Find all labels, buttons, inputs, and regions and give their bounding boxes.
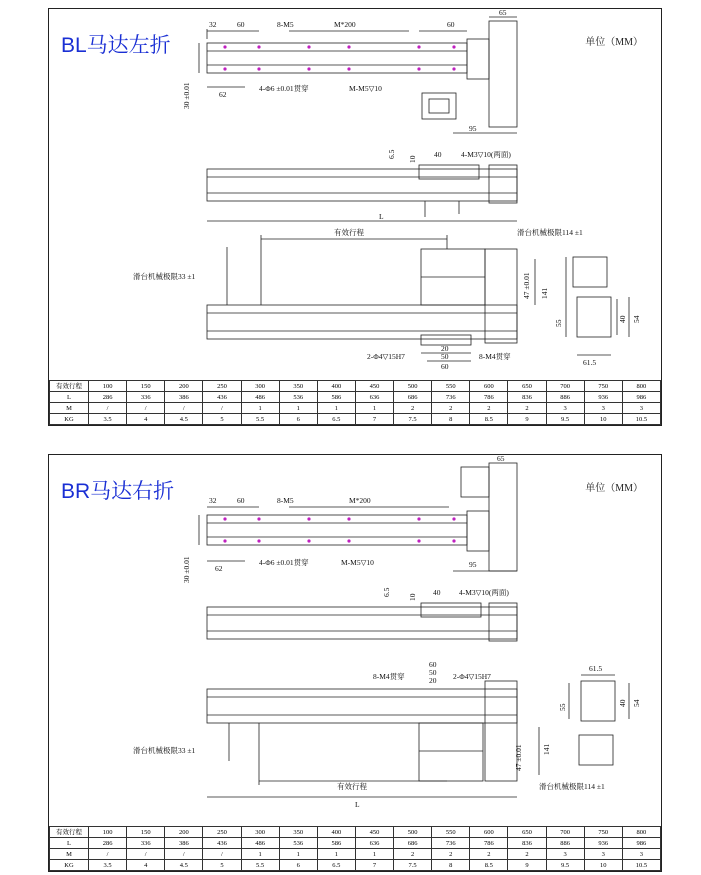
table-cell: 836 [508, 392, 546, 403]
dim-8-m4: 8-M4贯穿 [373, 672, 405, 681]
table-cell: 536 [279, 392, 317, 403]
table-cell: 10 [584, 860, 622, 871]
dim-32: 32 [209, 496, 217, 505]
bl-hole-markers [223, 45, 455, 70]
dim-limit-33: 滑台机械极限33 ±1 [133, 272, 196, 281]
dim-62: 62 [215, 564, 223, 573]
drawing-sheet-bl [48, 8, 662, 426]
table-cell: 10 [584, 414, 622, 425]
table-cell: 536 [279, 838, 317, 849]
table-cell: 9.5 [546, 860, 584, 871]
dim-8-m4: 8-M4贯穿 [479, 352, 511, 361]
dim-95: 95 [469, 124, 477, 133]
dim-pin: 2-Φ4▽15H7 [453, 672, 491, 681]
table-cell: 386 [165, 838, 203, 849]
dim-m200: M*200 [334, 20, 356, 29]
table-cell: 3 [546, 403, 584, 414]
table-cell: 686 [394, 392, 432, 403]
table-cell: 200 [165, 827, 203, 838]
dim-54: 54 [632, 699, 641, 707]
table-cell: 400 [317, 381, 355, 392]
table-cell: 286 [89, 392, 127, 403]
table-row [50, 381, 661, 392]
table-cell: 4 [127, 414, 165, 425]
table-cell: 8.5 [470, 860, 508, 871]
table-cell: 800 [622, 381, 660, 392]
dim-limit-33: 滑台机械极限33 ±1 [133, 746, 196, 755]
table-cell: 386 [165, 392, 203, 403]
bl-bottom-rail [207, 305, 517, 339]
table-cell: 450 [355, 381, 393, 392]
table-cell: / [127, 849, 165, 860]
dim-m5-depth: M-M5▽10 [349, 84, 382, 93]
dim-m200: M*200 [349, 496, 371, 505]
bl-bottom-motor [485, 249, 517, 343]
table-cell: 500 [394, 827, 432, 838]
table-cell: 2 [394, 403, 432, 414]
table-cell: 6.5 [317, 414, 355, 425]
table-cell: 8 [432, 860, 470, 871]
table-cell: 2 [470, 403, 508, 414]
dim-4-m3: 4-M3▽10(两面) [461, 150, 511, 159]
dim-40-side: 40 [618, 699, 627, 707]
table-cell: 3 [584, 403, 622, 414]
dim-limit-114: 滑台机械极限114 ±1 [539, 782, 605, 791]
table-cell: 5 [203, 414, 241, 425]
br-bottom-rail [207, 689, 517, 723]
row-header: L [50, 838, 89, 849]
row-header: KG [50, 414, 89, 425]
table-cell: 636 [355, 392, 393, 403]
table-cell: 1 [241, 849, 279, 860]
table-cell: 700 [546, 827, 584, 838]
dim-61-5: 61.5 [589, 664, 603, 673]
bl-motor-block [489, 21, 517, 127]
table-cell: 9 [508, 860, 546, 871]
table-cell: 486 [241, 838, 279, 849]
table-row [50, 827, 661, 838]
dim-55: 55 [558, 703, 567, 711]
dim-m5-depth: M-M5▽10 [341, 558, 374, 567]
row-header: M [50, 849, 89, 860]
dim-60-bottom: 60 [429, 660, 437, 669]
bl-drawing [49, 9, 661, 379]
br-end-view-lower [579, 735, 613, 765]
table-cell: 700 [546, 381, 584, 392]
dim-55: 55 [554, 319, 563, 327]
dim-hole-6: 4-Φ6 ±0.01贯穿 [259, 84, 309, 93]
dim-40: 40 [434, 150, 442, 159]
table-cell: 4.5 [165, 860, 203, 871]
table-cell: 400 [317, 827, 355, 838]
table-cell: 250 [203, 381, 241, 392]
table-cell: 636 [355, 838, 393, 849]
table-cell: 7.5 [394, 414, 432, 425]
br-drawing [49, 455, 661, 825]
dim-stroke: 有效行程 [337, 782, 367, 791]
br-bottom-motor [485, 681, 517, 781]
table-cell: 9 [508, 414, 546, 425]
dim-47: 47 ±0.01 [514, 744, 523, 771]
table-cell: 750 [584, 381, 622, 392]
table-cell: 1 [355, 849, 393, 860]
dim-40-side: 40 [618, 315, 627, 323]
dim-47: 47 ±0.01 [522, 272, 531, 299]
row-header: KG [50, 860, 89, 871]
table-cell: 1 [241, 403, 279, 414]
table-cell: 8.5 [470, 414, 508, 425]
dim-20: 20 [441, 344, 449, 353]
table-cell: / [89, 403, 127, 414]
table-cell: 986 [622, 838, 660, 849]
dim-60-bottom: 60 [441, 362, 449, 371]
dim-65: 65 [497, 455, 505, 463]
table-cell: 1 [279, 849, 317, 860]
row-header: 有效行程 [50, 827, 89, 838]
dim-54: 54 [632, 315, 641, 323]
unit-label: 单位（MM） [585, 483, 643, 494]
table-cell: / [203, 849, 241, 860]
dim-141: 141 [542, 743, 551, 755]
table-cell: 436 [203, 838, 241, 849]
table-cell: 150 [127, 827, 165, 838]
table-cell: 7.5 [394, 860, 432, 871]
table-cell: / [127, 403, 165, 414]
dim-30: 30 ±0.01 [182, 556, 191, 583]
dim-hole-6: 4-Φ6 ±0.01贯穿 [259, 558, 309, 567]
br-top-rail [207, 515, 467, 545]
table-cell: 586 [317, 392, 355, 403]
dim-95: 95 [469, 560, 477, 569]
table-cell: 300 [241, 827, 279, 838]
table-cell: 200 [165, 381, 203, 392]
table-row [50, 860, 661, 871]
bl-end-view-upper [573, 257, 607, 287]
table-cell: 1 [317, 849, 355, 860]
table-cell: 600 [470, 827, 508, 838]
table-row [50, 392, 661, 403]
dim-40: 40 [433, 588, 441, 597]
dim-60-right: 60 [447, 20, 455, 29]
table-cell: 286 [89, 838, 127, 849]
table-cell: 436 [203, 392, 241, 403]
table-cell: 3.5 [89, 860, 127, 871]
dim-62: 62 [219, 90, 227, 99]
table-cell: 836 [508, 838, 546, 849]
table-cell: 3.5 [89, 414, 127, 425]
table-cell: 2 [508, 849, 546, 860]
row-header: 有效行程 [50, 381, 89, 392]
dim-6-5: 6.5 [382, 587, 391, 597]
table-cell: 650 [508, 381, 546, 392]
bl-spec-table [49, 380, 661, 425]
table-cell: 9.5 [546, 414, 584, 425]
bl-top-rail [207, 43, 467, 73]
table-cell: 300 [241, 381, 279, 392]
table-cell: 10.5 [622, 414, 660, 425]
row-header: L [50, 392, 89, 403]
dim-stroke: 有效行程 [334, 228, 364, 237]
table-cell: 3 [546, 849, 584, 860]
table-cell: 3 [622, 849, 660, 860]
table-cell: 7 [355, 860, 393, 871]
table-cell: 2 [470, 849, 508, 860]
table-cell: 886 [546, 838, 584, 849]
table-cell: 2 [432, 849, 470, 860]
table-cell: 250 [203, 827, 241, 838]
table-cell: 586 [317, 838, 355, 849]
br-hole-markers [223, 517, 455, 542]
dim-30: 30 ±0.01 [182, 82, 191, 109]
table-cell: 786 [470, 838, 508, 849]
table-cell: 6.5 [317, 860, 355, 871]
table-row [50, 403, 661, 414]
table-cell: 4 [127, 860, 165, 871]
bl-side-rail [207, 169, 517, 201]
dim-60-left: 60 [237, 20, 245, 29]
table-cell: 736 [432, 392, 470, 403]
dim-4-m3: 4-M3▽10(两面) [459, 588, 509, 597]
dim-141: 141 [540, 287, 549, 299]
br-end-view-upper [581, 681, 615, 721]
br-motor-block [489, 463, 517, 571]
dim-50: 50 [441, 352, 449, 361]
table-cell: 2 [394, 849, 432, 860]
table-cell: 550 [432, 381, 470, 392]
table-row [50, 414, 661, 425]
table-cell: 886 [546, 392, 584, 403]
table-cell: / [203, 403, 241, 414]
table-cell: / [89, 849, 127, 860]
table-cell: 7 [355, 414, 393, 425]
table-cell: 936 [584, 392, 622, 403]
table-cell: 1 [355, 403, 393, 414]
table-cell: 350 [279, 381, 317, 392]
dim-6-5: 6.5 [387, 149, 396, 159]
table-cell: 736 [432, 838, 470, 849]
table-cell: 150 [127, 381, 165, 392]
dim-20: 20 [429, 676, 437, 685]
table-cell: 336 [127, 838, 165, 849]
table-cell: 3 [622, 403, 660, 414]
dim-61-5: 61.5 [583, 358, 597, 367]
dim-60-left: 60 [237, 496, 245, 505]
table-cell: 750 [584, 827, 622, 838]
table-cell: 486 [241, 392, 279, 403]
table-cell: 8 [432, 414, 470, 425]
unit-label: 单位（MM） [585, 37, 643, 48]
table-cell: 686 [394, 838, 432, 849]
table-cell: 5 [203, 860, 241, 871]
table-cell: 786 [470, 392, 508, 403]
table-cell: 1 [279, 403, 317, 414]
dim-8-m5: 8-M5 [277, 20, 294, 29]
table-cell: 4.5 [165, 414, 203, 425]
dim-8-m5: 8-M5 [277, 496, 294, 505]
table-cell: 1 [317, 403, 355, 414]
table-cell: 500 [394, 381, 432, 392]
table-cell: 100 [89, 827, 127, 838]
table-cell: 2 [508, 403, 546, 414]
table-cell: 800 [622, 827, 660, 838]
dim-10: 10 [408, 593, 417, 601]
br-spec-table [49, 826, 661, 871]
dim-L: L [379, 212, 384, 221]
dim-50: 50 [429, 668, 437, 677]
table-cell: 5.5 [241, 860, 279, 871]
drawing-sheet-br [48, 454, 662, 872]
sheet-title: BR马达右折 [61, 480, 175, 503]
table-cell: 986 [622, 392, 660, 403]
dim-L: L [355, 800, 360, 809]
sheet-title: BL马达左折 [61, 34, 171, 57]
table-cell: 6 [279, 414, 317, 425]
table-cell: 5.5 [241, 414, 279, 425]
bl-end-view-lower [577, 297, 611, 337]
table-cell: 550 [432, 827, 470, 838]
table-cell: 3 [584, 849, 622, 860]
dim-65: 65 [499, 9, 507, 17]
table-cell: 10.5 [622, 860, 660, 871]
dim-limit-114: 滑台机械极限114 ±1 [517, 228, 583, 237]
table-row [50, 838, 661, 849]
row-header: M [50, 403, 89, 414]
table-cell: 100 [89, 381, 127, 392]
table-row [50, 849, 661, 860]
dim-pin: 2-Φ4▽15H7 [367, 352, 405, 361]
table-cell: 936 [584, 838, 622, 849]
table-cell: 600 [470, 381, 508, 392]
table-cell: 350 [279, 827, 317, 838]
table-cell: 650 [508, 827, 546, 838]
table-cell: 450 [355, 827, 393, 838]
dim-32: 32 [209, 20, 217, 29]
table-cell: / [165, 403, 203, 414]
br-side-rail [207, 607, 517, 639]
table-cell: 6 [279, 860, 317, 871]
table-cell: 2 [432, 403, 470, 414]
table-cell: / [165, 849, 203, 860]
table-cell: 336 [127, 392, 165, 403]
dim-10: 10 [408, 155, 417, 163]
